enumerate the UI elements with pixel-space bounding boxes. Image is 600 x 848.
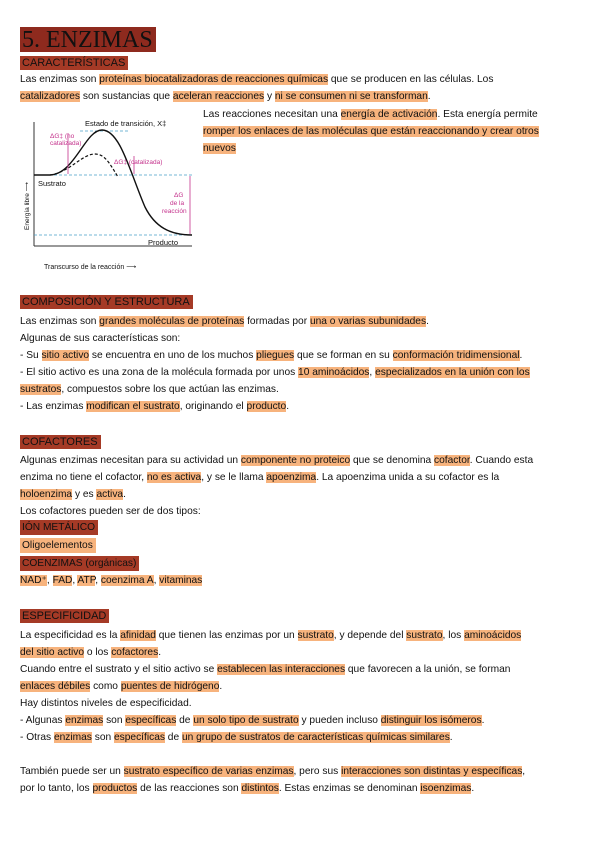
highlighted-text: sitio activo (41, 350, 90, 361)
text-segment: . La apoenzima unida a su cofactor es la (316, 472, 500, 483)
highlighted-text: enzimas (65, 715, 104, 726)
text-segment: como (90, 681, 121, 692)
text-line (203, 124, 539, 139)
label-sustrato: Sustrato (38, 179, 66, 188)
text-segment: y (264, 91, 275, 102)
text-segment: , y depende del (333, 630, 407, 641)
text-line: - Otras enzimas son específicas de un grupo de sustratos de características químicas similares. (20, 732, 453, 743)
text-segment: Las reacciones necesitan una (203, 109, 341, 120)
text-line: - Su sitio activo se encuentra en uno de los muchos pliegues que se forman en su conformación tridimensional. (20, 350, 523, 361)
x-axis-label: Transcurso de la reacción ⟶ (44, 264, 137, 271)
text-line (20, 470, 499, 485)
catalyzed-curve (50, 154, 118, 177)
label-producto: Producto (148, 238, 179, 247)
text-line (20, 573, 202, 588)
highlighted-text: FAD (52, 575, 73, 586)
label-dg-1: ΔG (174, 192, 184, 199)
text-segment: que favorecen a la unión, se forman (345, 664, 511, 675)
text-line: Los cofactores pueden ser de dos tipos: (20, 506, 201, 517)
text-line: Hay distintos niveles de especificidad. (20, 698, 192, 709)
highlighted-text: una o varias subunidades (309, 316, 427, 327)
section-heading-cofactores: COFACTORES (20, 435, 101, 449)
highlighted-text: grandes moléculas de proteínas (99, 316, 245, 327)
text-line (20, 453, 533, 468)
text-segment: y es (72, 489, 97, 500)
highlighted-text: del sitio activo (20, 647, 84, 658)
text-segment: - Otras (20, 732, 54, 743)
text-segment: , compuestos sobre los que actúan las enzimas. (61, 384, 279, 395)
highlighted-text: aceleran reacciones (172, 91, 265, 102)
text-segment: Cuando entre el sustrato y el sitio activo se (20, 664, 218, 675)
highlighted-text: ATP (77, 575, 96, 586)
highlighted-text: conformación tridimensional (392, 350, 520, 361)
text-segment: - Las enzimas (20, 401, 87, 412)
text-line (203, 141, 236, 156)
text-line (203, 107, 538, 122)
label-dg-2: de la (170, 200, 185, 207)
highlighted-text: 10 aminoácidos (298, 367, 370, 378)
text-segment: o los (84, 647, 112, 658)
label-catalizada: ΔG‡ (catalizada) (114, 159, 163, 166)
highlighted-text: apoenzima (266, 472, 317, 483)
label-no-catalizada-1: ΔG‡ (no (50, 133, 75, 140)
text-line: - Algunas enzimas son específicas de un solo tipo de sustrato y pueden incluso distinguir los isómeros. (20, 715, 485, 726)
highlighted-text: específicas (125, 715, 177, 726)
highlighted-text: cofactor (434, 455, 470, 466)
highlighted-text: sustratos (20, 384, 62, 395)
text-segment: que tienen las enzimas por un (155, 630, 298, 641)
text-line: del sitio activo o los cofactores. (20, 647, 162, 658)
page-title: 5. ENZIMAS (20, 27, 156, 52)
text-line (20, 662, 510, 677)
highlighted-text: NAD⁺ (20, 575, 47, 586)
text-line: También puede ser un sustrato específico de varias enzimas, pero sus interacciones son distintas y específicas, (20, 766, 526, 777)
text-line: Las enzimas son grandes moléculas de proteínas formadas por una o varias subunidades. (20, 316, 429, 327)
text-line: holoenzima y es activa. (20, 489, 126, 500)
highlighted-text: isoenzimas (420, 783, 472, 794)
text-segment: , (72, 575, 78, 586)
highlighted-text: no es activa (146, 472, 202, 483)
cofactor-type-coenzimas: COENZIMAS (orgánicas) (20, 556, 139, 571)
highlighted-text: sustrato (406, 630, 443, 641)
text-line (20, 382, 279, 397)
text-segment: de (164, 732, 182, 743)
text-segment: por lo tanto, los (20, 783, 93, 794)
text-segment: , pero sus (293, 766, 342, 777)
text-segment: son (91, 732, 114, 743)
energy-diagram (20, 112, 200, 274)
highlighted-text: sustrato específico de varias enzimas (123, 766, 294, 777)
highlighted-text: componente no proteico (240, 455, 351, 466)
text-segment: Las enzimas son (20, 316, 100, 327)
highlighted-text: sustrato (297, 630, 334, 641)
highlighted-text: modifican el sustrato (86, 401, 180, 412)
highlighted-text: vitaminas (159, 575, 203, 586)
text-segment: , (95, 575, 101, 586)
highlighted-text: enlaces débiles (20, 681, 91, 692)
text-segment: , originando el (179, 401, 247, 412)
cofactor-oligoelementos: Oligoelementos (20, 538, 96, 553)
text-line (20, 72, 493, 87)
highlighted-text: puentes de hidrógeno (120, 681, 220, 692)
text-line: catalizadores son sustancias que aceleran reacciones y ni se consumen ni se transforman. (20, 91, 431, 102)
highlighted-text: activa (96, 489, 124, 500)
section-heading-composicion: COMPOSICIÓN Y ESTRUCTURA (20, 295, 193, 309)
text-line (20, 628, 521, 643)
text-line: - Las enzimas modifican el sustrato, originando el producto. (20, 401, 290, 412)
highlighted-text: cofactores (111, 647, 159, 658)
text-segment: enzima no tiene el cofactor, (20, 472, 147, 483)
highlighted-text: un grupo de sustratos de características químicas similares (181, 732, 450, 743)
highlighted-text: establecen las interacciones (217, 664, 346, 675)
text-segment: Algunas enzimas necesitan para su actividad un (20, 455, 241, 466)
highlighted-text: un solo tipo de sustrato (193, 715, 299, 726)
cofactor-type-ion-metalico: IÓN METÁLICO (20, 520, 98, 535)
text-segment: de las reacciones son (137, 783, 242, 794)
label-no-catalizada-2: catalizada) (50, 140, 82, 147)
highlighted-text: holoenzima (20, 489, 73, 500)
text-segment: y pueden incluso (298, 715, 381, 726)
text-line: Algunas de sus características son: (20, 333, 181, 344)
highlighted-text: productos (92, 783, 138, 794)
highlighted-text: interacciones son distintas y específicas (341, 766, 523, 777)
highlighted-text: aminoácidos (464, 630, 522, 641)
label-dg-3: reacción (162, 208, 187, 215)
text-segment: , y se le llama (201, 472, 267, 483)
highlighted-text: energía de activación (340, 109, 438, 120)
highlighted-text: especializados en la unión con los (375, 367, 530, 378)
label-estado: Estado de transición, X‡ (85, 119, 167, 128)
text-segment: son (103, 715, 126, 726)
text-segment: - Algunas (20, 715, 66, 726)
highlighted-text: afinidad (120, 630, 156, 641)
text-line (20, 365, 530, 380)
highlighted-text: enzimas (53, 732, 92, 743)
text-segment: que se denomina (350, 455, 435, 466)
text-segment: - Su (20, 350, 42, 361)
section-heading-especificidad: ESPECIFICIDAD (20, 609, 109, 623)
highlighted-text: catalizadores (20, 91, 81, 102)
highlighted-text: proteínas biocatalizadoras de reacciones químicas (99, 74, 329, 85)
text-line: enlaces débiles como puentes de hidrógeno. (20, 681, 223, 692)
highlighted-text: producto (246, 401, 287, 412)
text-segment: . Cuando esta (469, 455, 534, 466)
highlighted-text: ni se consumen ni se transforman (274, 91, 428, 102)
text-segment: La especificidad es la (20, 630, 121, 641)
text-segment: . Esta energía permite (437, 109, 538, 120)
text-segment: , (369, 367, 376, 378)
text-segment: se encuentra en uno de los muchos (89, 350, 257, 361)
text-segment: También puede ser un (20, 766, 124, 777)
text-segment: , los (442, 630, 465, 641)
section-heading-caracteristicas: CARACTERÍSTICAS (20, 56, 128, 70)
text-segment: , (46, 575, 53, 586)
highlighted-text: distinguir los isómeros (380, 715, 482, 726)
text-segment: de (176, 715, 194, 726)
text-segment: que se producen en las células. Los (328, 74, 494, 85)
text-segment: Las enzimas son (20, 74, 100, 85)
highlighted-text: nuevos (203, 143, 236, 154)
highlighted-text: específicas (114, 732, 165, 743)
text-segment: . Estas enzimas se denominan (278, 783, 421, 794)
highlighted-text: distintos (241, 783, 279, 794)
y-axis-label: Energía libre ⟶ (24, 182, 31, 230)
highlighted-text: romper los enlaces de las moléculas que están reaccionando y crear otros (203, 126, 539, 137)
text-segment: - El sitio activo es una zona de la molécula formada por unos (20, 367, 299, 378)
highlighted-text: coenzima A (100, 575, 154, 586)
highlighted-text: pliegues (256, 350, 295, 361)
text-line: por lo tanto, los productos de las reacciones son distintos. Estas enzimas se denominan isoenzimas. (20, 783, 475, 794)
text-segment: , (153, 575, 160, 586)
text-segment: que se forman en su (294, 350, 393, 361)
text-segment: formadas por (244, 316, 310, 327)
text-segment: son sustancias que (80, 91, 173, 102)
